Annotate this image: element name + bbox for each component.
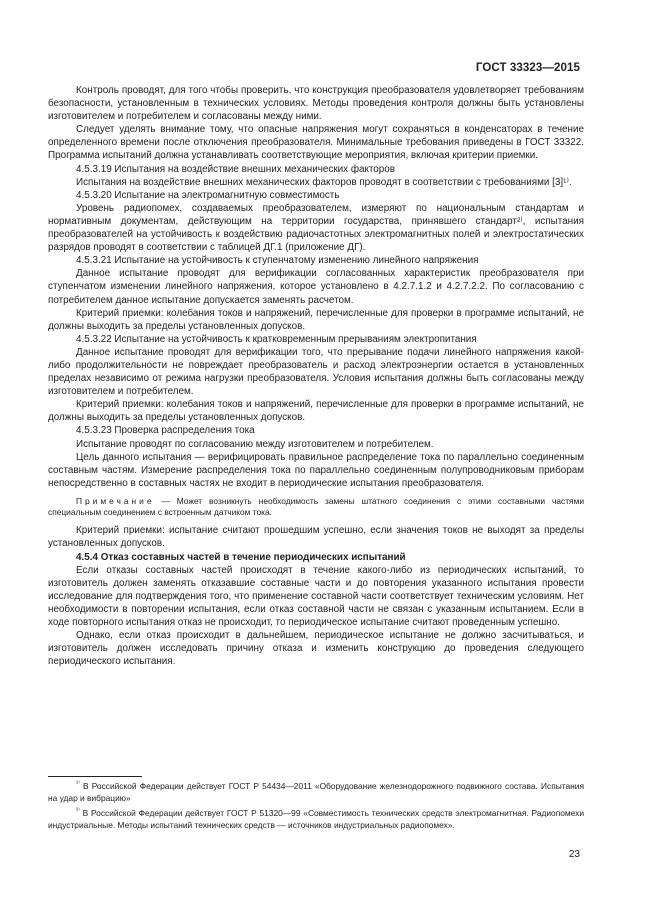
footnote-marker: ¹⁾ bbox=[76, 780, 80, 788]
note-text: — Может возникнуть необходимость замены штатного соединения с этими составными частями специальным соединением с встроенным датчиком тока. bbox=[48, 495, 585, 518]
footnote-text: В Российской Федерации действует ГОСТ Р 51320—99 «Совместимость технических средств электромагнитная. Радиопомехи индустриальные. Методы испытаний технических средств — источников индустриальных радиопомех». bbox=[48, 808, 584, 830]
paragraph: Критерий приемки: колебания токов и напряжений, перечисленные для проверки в программе испытаний, не должны выходить за пределы установленных допусков. bbox=[48, 307, 584, 332]
section-title: 4.5.3.22 Испытание на устойчивость к кратковременным прерываниям электропитания bbox=[76, 333, 477, 345]
document-body bbox=[48, 84, 584, 668]
section-title: 4.5.3.19 Испытания на воздействие внешних механических факторов bbox=[76, 163, 396, 175]
footnote bbox=[48, 781, 584, 804]
paragraph: Цель данного испытания — верифицировать правильное распределение тока по параллельно соединенным составным частям. Измерение распределения тока по параллельно соединенным полупроводниковым приборам непосредственно в составных частях не входит в периодические испытания преобразователя. bbox=[48, 451, 584, 489]
section-title: 4.5.3.20 Испытание на электромагнитную совместимость bbox=[76, 189, 340, 201]
page-number: 23 bbox=[568, 849, 580, 860]
paragraph: Следует уделять внимание тому, что опасные напряжения могут сохраняться в конденсаторах в течение определенного времени после отключения преобразователя. Минимальные требования приведены в ГОСТ 33322. Программа испытаний должна устанавливать соответствующие мероприятия, включая критерии приемки. bbox=[48, 124, 584, 162]
page-header: ГОСТ 33323—2015 bbox=[475, 62, 580, 74]
note-prefix: Примечание bbox=[76, 495, 155, 506]
footnote-marker: ²⁾ bbox=[76, 807, 80, 815]
paragraph: Уровень радиопомех, создаваемых преобразователем, измеряют по национальным стандартам и нормативным документам, действующим на территории государства, принявшего стандарт²⁾, испытания преобразователей на устойчивость к воздействию радиочастотных электромагнитных полей и электростатических разрядов проводят в соответствии с таблицей ДГ.1 (приложение ДГ). bbox=[48, 202, 584, 254]
paragraph: Испытание проводят по согласованию между изготовителем и потребителем. bbox=[76, 438, 434, 450]
section-title: 4.5.3.21 Испытание на устойчивость к ступенчатому изменению линейного напряжения bbox=[76, 255, 479, 267]
paragraph: Данное испытание проводят для верификации того, что прерывание подачи линейного напряжения какой-либо продолжительности не повреждает преобразователь и расход электроэнергии остается в установленных пределах независимо от режима нагрузки преобразователя. Условия испытания должны быть согласованы между изготовителем и потребителем. bbox=[48, 346, 584, 398]
paragraph: Однако, если отказ происходит в дальнейшем, периодическое испытание не должно засчитываться, и изготовитель должен исследовать причину отказа и изменить конструкцию до проведения следующего периодического испытания. bbox=[48, 630, 584, 668]
note bbox=[48, 496, 584, 518]
paragraph: Испытания на воздействие внешних механических факторов проводят в соответствии с требованиями [3]¹⁾. bbox=[76, 176, 572, 188]
paragraph: Критерий приемки: испытание считают прошедшим успешно, если значения токов не выходят за пределы установленных допусков. bbox=[48, 525, 584, 550]
footnotes bbox=[48, 781, 584, 835]
paragraph: Критерий приемки: колебания токов и напряжений, перечисленные для проверки в программе испытаний, не должны выходить за пределы установленных допусков. bbox=[48, 399, 584, 424]
paragraph: Данное испытание проводят для верификации согласованных характеристик преобразователя при ступенчатом изменении линейного напряжения, которое установлено в 4.2.7.1.2 и 4.2.7.2.2. По согласованию с потребителем данное испытание допускается заменять расчетом. bbox=[48, 268, 584, 306]
footnote bbox=[48, 808, 584, 831]
section-heading: 4.5.4 Отказ составных частей в течение периодических испытаний bbox=[76, 551, 406, 563]
footnote-divider bbox=[48, 776, 142, 777]
section-title: 4.5.3.23 Проверка распределения тока bbox=[76, 425, 255, 437]
paragraph: Если отказы составных частей происходят в течение какого-либо из периодических испытаний, то изготовитель должен заменять отказавшие составные части и до повторения указанного испытания провести исследование для подтверждения того, что применение составной части соответствует техническим условиям. Нет необходимости в повторении испытания, если отказ составной части не связан с указанным испытанием. Если в ходе повторного испытания отказ не происходит, то периодическое испытание считают проведенным успешно. bbox=[48, 564, 584, 628]
footnote-text: В Российской Федерации действует ГОСТ Р 54434—2011 «Оборудование железнодорожного подвижного состава. Испытания на удар и вибрацию» bbox=[48, 781, 585, 803]
paragraph: Контроль проводят, для того чтобы проверить, что конструкция преобразователя удовлетворяет требованиям безопасности, установленным в технических условиях. Методы проведения контроля должны быть установлены изготовителем и потребителем и согласованы между ними. bbox=[48, 85, 584, 123]
